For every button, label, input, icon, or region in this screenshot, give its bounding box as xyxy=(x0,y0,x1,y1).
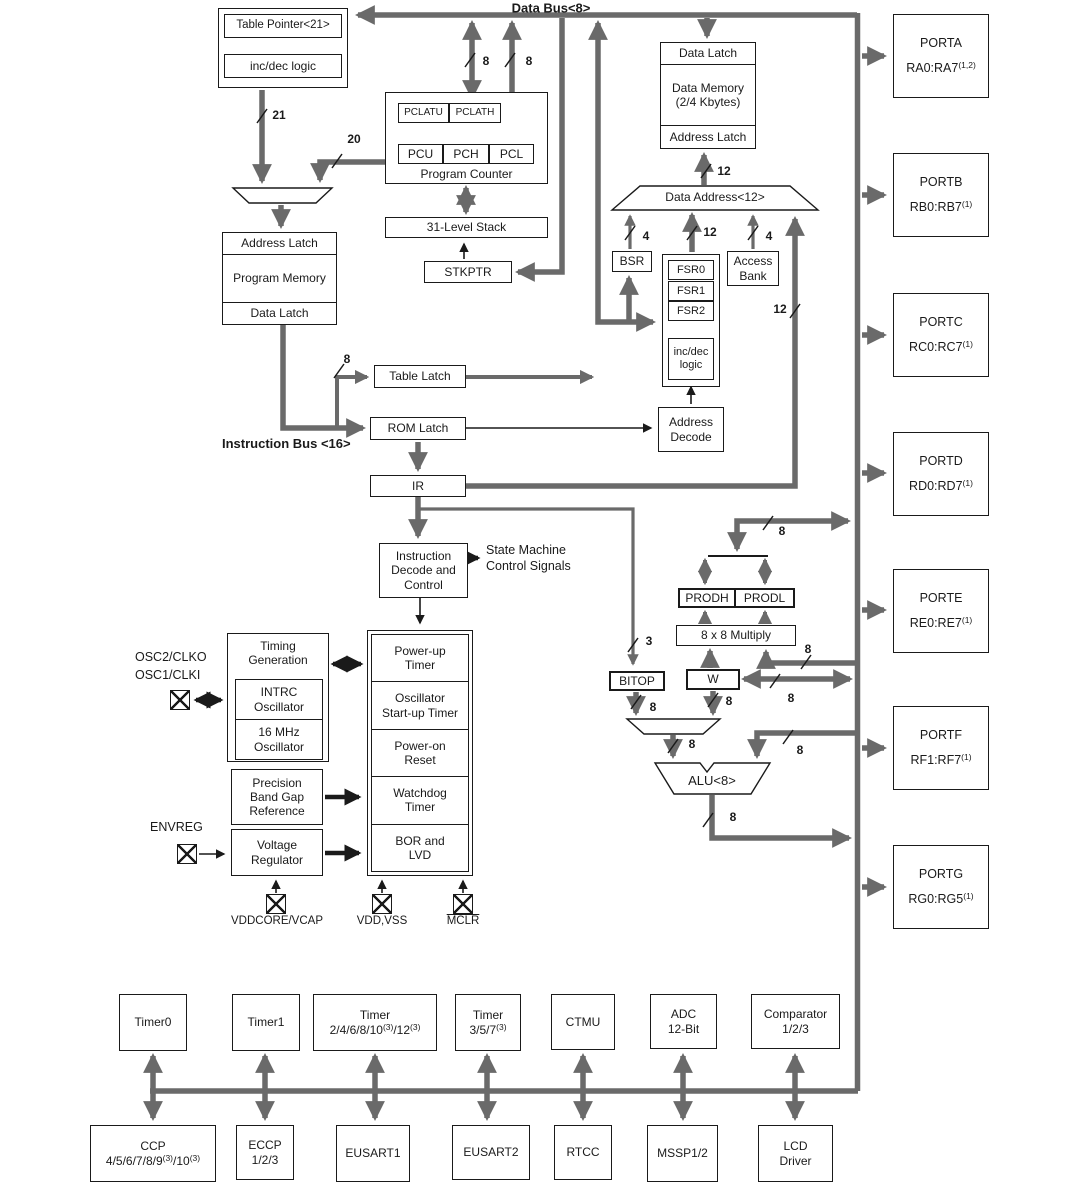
fsr0-box: FSR0 xyxy=(668,260,714,280)
portb-name: PORTB xyxy=(919,175,963,190)
data-address-label: Data Address<12> xyxy=(665,190,765,204)
width-4-bsr: 4 xyxy=(642,229,650,243)
width-8-w-bus: 8 xyxy=(787,691,795,705)
vddcore-label: VDDCORE/VCAP xyxy=(230,915,324,927)
portf-range: RF1:RF7$^{(1)}$ xyxy=(910,752,972,767)
portg-box xyxy=(893,845,989,929)
portf-name: PORTF xyxy=(919,728,963,743)
bitop-box: BITOP xyxy=(609,671,665,691)
width-8-pc-left: 8 xyxy=(482,54,490,68)
width-8-mult-in: 8 xyxy=(804,642,812,656)
width-12-ir: 12 xyxy=(773,302,787,316)
dm-data-memory xyxy=(661,65,755,125)
state-machine-line2: Control Signals xyxy=(486,558,571,573)
fsr-incdec-line2: logic xyxy=(679,359,703,371)
pm-data-latch: Data Latch xyxy=(223,302,336,324)
dm-data-latch: Data Latch xyxy=(661,43,755,65)
timer-odd-box: Timer 3/5/7$^{(3)}$ xyxy=(455,994,521,1051)
ir-box: IR xyxy=(370,475,466,497)
table-pointer-box: Table Pointer<21> xyxy=(224,14,342,38)
ctmu-box: CTMU xyxy=(551,994,615,1050)
porta-box xyxy=(893,14,989,98)
width-12-addr: 12 xyxy=(717,164,731,178)
state-machine-label xyxy=(486,543,606,574)
portd-box xyxy=(893,432,989,516)
pcu-box: PCU xyxy=(398,144,443,164)
data-bus-label: Data Bus<8> xyxy=(511,0,591,16)
address-decode-box xyxy=(658,407,724,452)
pclatu-box: PCLATU xyxy=(398,103,449,123)
mhz-oscillator xyxy=(236,720,322,759)
addr-decode-line2: Decode xyxy=(670,429,712,444)
intrc-line1: INTRC xyxy=(260,685,298,700)
fsr2-box: FSR2 xyxy=(668,301,714,321)
ccp-box: CCP 4/5/6/7/8/9$^{(3)}$/10$^{(3)}$ xyxy=(90,1125,216,1182)
watchdog-timer: Watchdog Timer xyxy=(372,777,468,824)
w-register-box: W xyxy=(686,669,740,690)
mssp-box: MSSP1/2 xyxy=(647,1125,718,1182)
portb-box xyxy=(893,153,989,237)
portc-box xyxy=(893,293,989,377)
width-8-alu-in: 8 xyxy=(796,743,804,757)
portf-box xyxy=(893,706,989,790)
porte-name: PORTE xyxy=(919,591,963,606)
width-21: 21 xyxy=(272,108,286,122)
eusart2-box: EUSART2 xyxy=(452,1125,530,1180)
vdd-pin-icon xyxy=(372,894,392,914)
pm-program-memory: Program Memory xyxy=(233,271,326,286)
pm-address-latch: Address Latch xyxy=(223,233,336,255)
width-4-access: 4 xyxy=(765,229,773,243)
decode-line3: Control xyxy=(404,577,443,592)
ccp-line2: 4/5/6/7/8/9$^{(3)}$/10$^{(3)}$ xyxy=(105,1153,201,1168)
system-block-outer xyxy=(367,630,473,876)
eusart1-box: EUSART1 xyxy=(336,1125,410,1182)
dm-address-latch: Address Latch xyxy=(661,125,755,148)
timer-even-line2: 2/4/6/8/10$^{(3)}$/12$^{(3)}$ xyxy=(329,1022,421,1037)
width-12-fsr: 12 xyxy=(703,225,717,239)
portg-range: RG0:RG5$^{(1)}$ xyxy=(908,891,974,906)
mclr-label: MCLR xyxy=(446,915,480,927)
width-8-mux-out: 8 xyxy=(688,737,696,751)
pch-box: PCH xyxy=(443,144,489,164)
timing-line1: Timing xyxy=(260,639,296,653)
state-machine-line1: State Machine xyxy=(486,543,566,557)
stack-box: 31-Level Stack xyxy=(385,217,548,238)
table-pointer-block xyxy=(218,8,348,88)
width-8-alu-out: 8 xyxy=(729,810,737,824)
adc-box: ADC 12-Bit xyxy=(650,994,717,1049)
power-up-timer: Power-up Timer xyxy=(372,635,468,682)
instruction-bus-label: Instruction Bus <16> xyxy=(222,436,351,451)
porte-range: RE0:RE7$^{(1)}$ xyxy=(909,615,973,630)
mhz-line2: Oscillator xyxy=(253,739,304,754)
program-memory-block xyxy=(222,232,337,325)
rom-latch-box: ROM Latch xyxy=(370,417,466,440)
vddcore-pin-icon xyxy=(266,894,286,914)
access-line2: Bank xyxy=(739,268,767,283)
stkptr-box: STKPTR xyxy=(424,261,512,283)
timer1-box: Timer1 xyxy=(232,994,300,1051)
porta-name: PORTA xyxy=(920,36,962,51)
envreg-label: ENVREG xyxy=(150,820,203,834)
program-counter-caption: Program Counter xyxy=(420,166,513,181)
portd-name: PORTD xyxy=(919,454,963,469)
alu-label: ALU<8> xyxy=(688,773,736,788)
vdd-label: VDD,VSS xyxy=(356,915,408,927)
timer0-box: Timer0 xyxy=(119,994,187,1051)
table-latch-box: Table Latch xyxy=(374,365,466,388)
mclr-pin-icon xyxy=(453,894,473,914)
intrc-line2: Oscillator xyxy=(253,699,304,714)
oscillator-startup-timer: Oscillator Start-up Timer xyxy=(372,682,468,729)
comparator-box: Comparator 1/2/3 xyxy=(751,994,840,1049)
system-block-inner xyxy=(371,634,469,872)
instruction-decode-box xyxy=(379,543,468,598)
voltage-regulator-box: Voltage Regulator xyxy=(231,829,323,876)
prodl-box: PRODL xyxy=(734,588,795,608)
oscillators-box xyxy=(235,679,323,760)
osc1-label: OSC1/CLKI xyxy=(135,668,201,682)
width-3-bitop: 3 xyxy=(645,634,653,648)
mhz-line1: 16 MHz xyxy=(258,725,300,740)
data-memory-block xyxy=(660,42,756,149)
envreg-pin-icon xyxy=(177,844,197,864)
fsr-block xyxy=(662,254,720,387)
portg-name: PORTG xyxy=(918,867,964,882)
timer-odd-line2: 3/5/7$^{(3)}$ xyxy=(469,1022,507,1037)
band-gap-box: Precision Band Gap Reference xyxy=(231,769,323,825)
intrc-oscillator xyxy=(236,680,322,720)
width-8-prod-bus: 8 xyxy=(778,524,786,538)
portb-range: RB0:RB7$^{(1)}$ xyxy=(909,199,973,214)
width-8-table: 8 xyxy=(343,352,351,366)
fsr-incdec-box xyxy=(668,338,714,380)
fsr1-box: FSR1 xyxy=(668,281,714,301)
power-on-reset: Power-on Reset xyxy=(372,730,468,777)
decode-line1: Instruction xyxy=(395,549,452,564)
rtcc-box: RTCC xyxy=(554,1125,612,1180)
dm-line2: (2/4 Kbytes) xyxy=(675,95,741,109)
bsr-box: BSR xyxy=(612,251,652,272)
prodh-box: PRODH xyxy=(678,588,736,608)
eccp-box: ECCP 1/2/3 xyxy=(236,1125,294,1180)
dm-line1: Data Memory xyxy=(671,80,745,95)
porta-range: RA0:RA7$^{(1,2)}$ xyxy=(906,60,976,75)
width-20: 20 xyxy=(347,132,361,146)
width-8-w-out: 8 xyxy=(725,694,733,708)
timing-line2: Generation xyxy=(248,653,308,668)
fsr-incdec-line1: inc/dec xyxy=(673,346,709,359)
pclath-box: PCLATH xyxy=(449,103,501,123)
access-line1: Access xyxy=(733,254,773,269)
width-8-bitop-out: 8 xyxy=(649,700,657,714)
portc-range: RC0:RC7$^{(1)}$ xyxy=(909,339,973,354)
lcd-driver-box: LCD Driver xyxy=(758,1125,833,1182)
multiply-box: 8 x 8 Multiply xyxy=(676,625,796,646)
portc-name: PORTC xyxy=(919,315,963,330)
porte-box xyxy=(893,569,989,653)
bor-lvd: BOR and LVD xyxy=(395,833,445,862)
osc2-label: OSC2/CLKO xyxy=(135,650,207,664)
pcl-box: PCL xyxy=(489,144,534,164)
portd-range: RD0:RD7$^{(1)}$ xyxy=(909,478,973,493)
addr-decode-line1: Address xyxy=(668,415,714,430)
access-bank-box xyxy=(727,251,779,286)
table-pointer-incdec-box: inc/dec logic xyxy=(224,54,342,78)
timer-even-box: Timer 2/4/6/8/10$^{(3)}$/12$^{(3)}$ xyxy=(313,994,437,1051)
width-8-pc-right: 8 xyxy=(525,54,533,68)
decode-line2: Decode and xyxy=(391,563,456,578)
osc-pin-icon xyxy=(170,690,190,710)
